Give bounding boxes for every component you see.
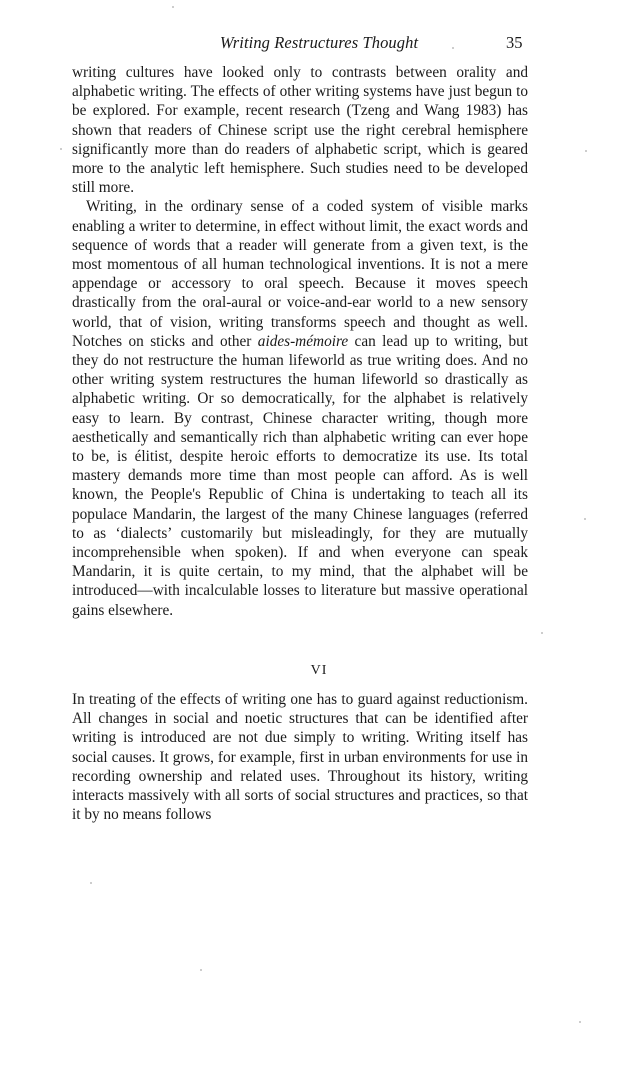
section-text-1 <box>72 63 528 620</box>
paragraph-1: writing cultures have looked only to contrasts between orality and alphabetic writing. The effects of other writing systems have just begun to be explored. For example, recent research (Tzeng and Wang 1983) has shown that readers of Chinese script use the right cerebral hemisphere significantly more than do readers of alphabetic script, which is geared more to the analytic left hemisphere. Such studies need to be developed still more. <box>72 64 528 197</box>
section-text-2 <box>72 690 528 824</box>
section-heading: VI <box>310 663 328 678</box>
scan-speck <box>172 6 174 8</box>
paragraph-2-part-a: Writing, in the ordinary sense of a coded system of visible marks enabling a writer to determine, in effect without limit, the exact words and sequence of words that a reader will generate from a given text, is the most momentous of all human technological inventions. It is not a mere appendage or accessory to oral speech. Because it moves speech drastically from the oral-aural or voice-and-ear world to a new sensory world, that of vision, writing transforms speech and thought as well. Notches on sticks and other <box>72 198 528 350</box>
scan-speck <box>584 518 586 520</box>
scan-speck <box>200 969 202 971</box>
running-title: Writing Restructures Thought <box>219 33 419 52</box>
paragraph-3: In treating of the effects of writing one has to guard against reductionism. All changes in social and noetic structures that can be identified after writing is introduced are not due simply to writing. Writing itself has social causes. It grows, for example, first in urban environments for use in recording ownership and related uses. Throughout its history, writing interacts massively with all sorts of social structures and practices, so that it by no means follows <box>72 691 528 824</box>
scan-speck <box>60 148 62 150</box>
scan-speck <box>585 150 587 152</box>
paragraph-2 <box>72 197 528 619</box>
scan-speck <box>579 1021 581 1023</box>
scan-speck <box>90 882 92 884</box>
scan-speck <box>452 47 454 49</box>
paragraph-2-italic-term: aides-mémoire <box>257 332 349 350</box>
paragraph-2-part-b: can lead up to writing, but they do not restructure the human lifeworld as true writing does. And no other writing system restructures the human lifeworld so drastically as alphabetic writing. Or so democratically, for the alphabet is relatively easy to learn. By contrast, Chinese character writing, though more aesthetically and semantically rich than alphabetic writing can ever hope to be, is élitist, despite heroic efforts to democratize its use. Its total mastery demands more time than most people can afford. As is well known, the People's Republic of China is undertaking to teach all its populace Mandarin, the largest of the many Chinese languages (referred to as ‘dialects’ customarily but misleadingly, for they are mutually incomprehensible when spoken). If and when everyone can speak Mandarin, it is quite certain, to my mind, that the alphabet will be introduced—with incalculable losses to literature but massive operational gains elsewhere. <box>72 332 529 619</box>
page-number: 35 <box>506 33 523 52</box>
scan-speck <box>541 632 543 634</box>
